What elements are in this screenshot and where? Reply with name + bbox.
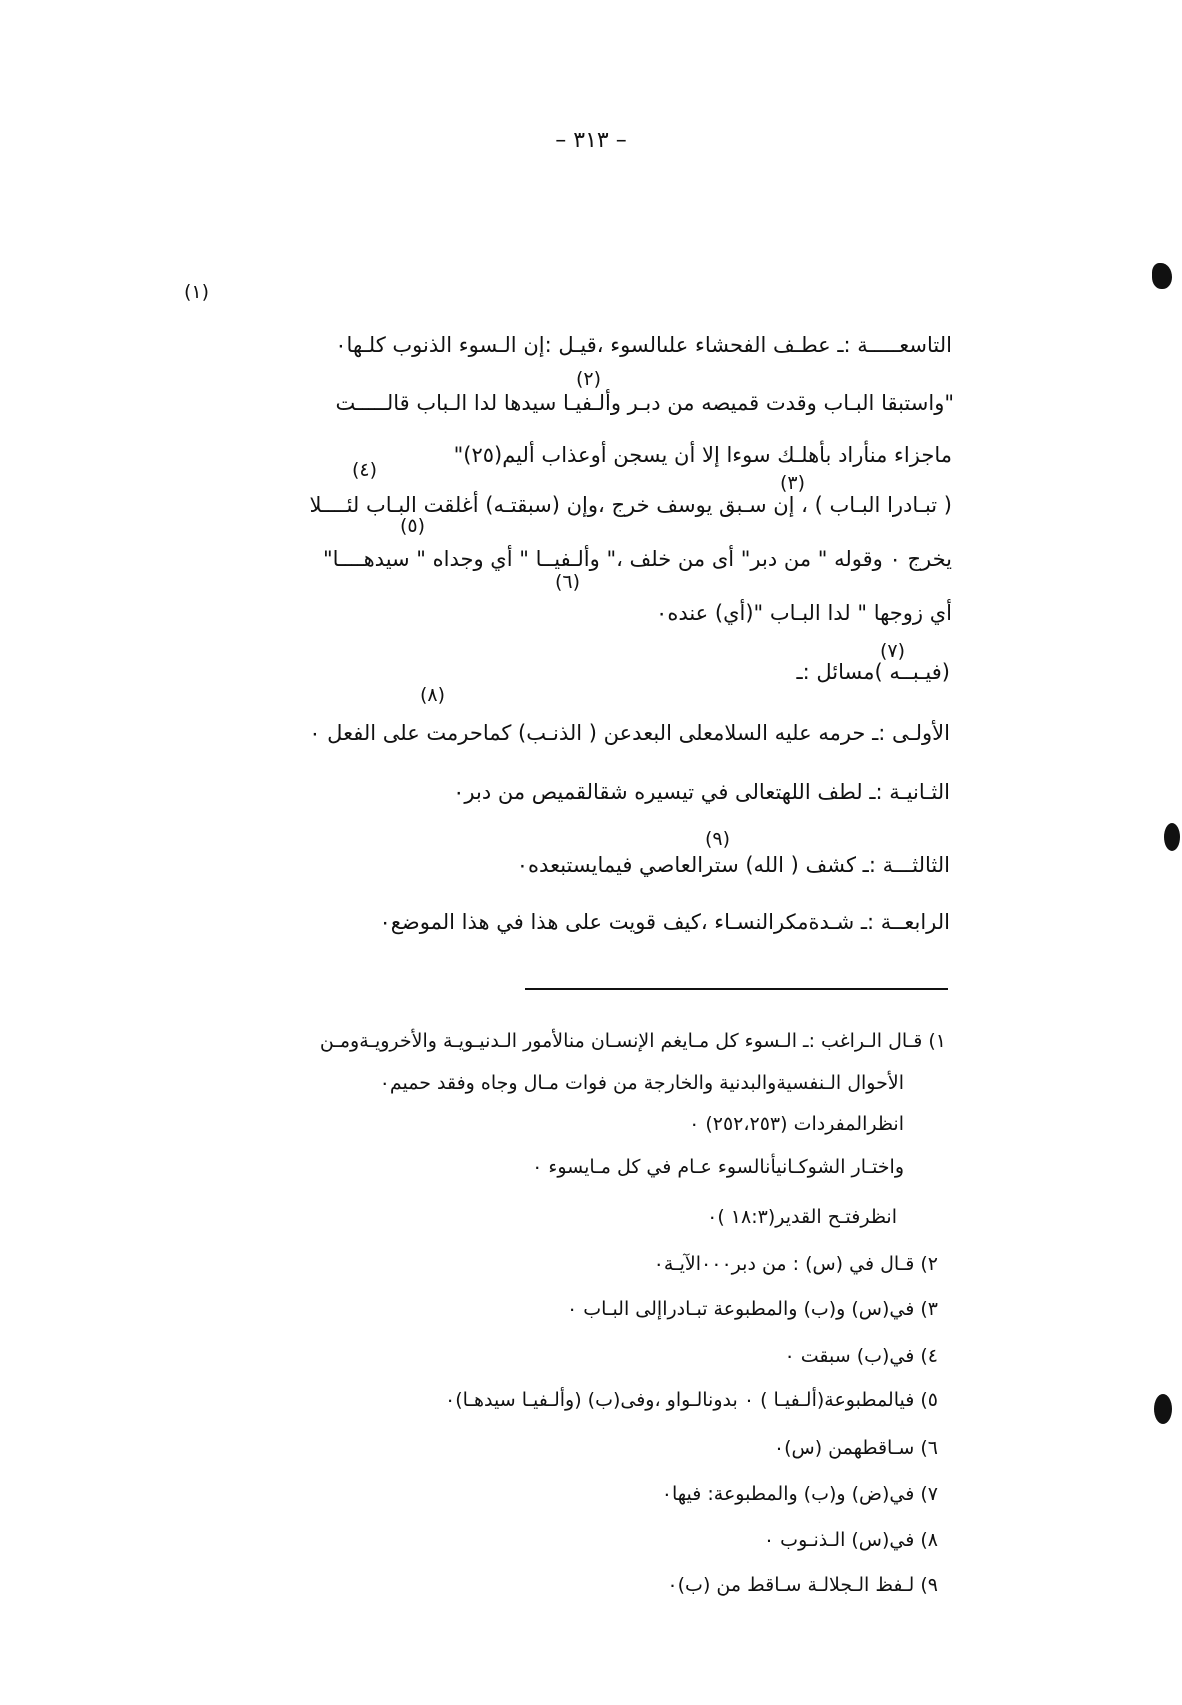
footnote-marker-8: (٨) [420,684,446,706]
footnote-5: ٥) فيالمطبوعة(ألـفيـا ) ٠ بدونالـواو ،وفى(ب) (وألـفيـا سيدهـا)٠ [445,1389,938,1411]
footnote-marker-6: (٦) [555,571,581,593]
footnote-marker-9: (٩) [705,828,731,850]
scan-blot [1152,263,1172,289]
body-line-4: ( تبـادرا البـاب ) ، إن سـبق يوسف خرج ،وإن (سبقتـه) أغلقت البـاب لئــــلا [309,493,952,517]
footnote-marker-7: (٧) [880,640,906,662]
footnote-9: ٩) لـفظ الـجلالـة سـاقط من (ب)٠ [667,1574,938,1596]
footnote-1-cont-4: انظرفتـح القدير(١٨:٣ )٠ [707,1206,897,1228]
footnote-8: ٨) في(س) الـذنـوب ٠ [763,1529,938,1551]
footnote-7: ٧) في(ض) و(ب) والمطبوعة: فيها٠ [661,1483,938,1505]
body-line-6: أي زوجها " لدا البـاب "(أي) عنده٠ [656,601,952,625]
body-line-3: ماجزاء منأراد بأهلـك سوءا إلا أن يسجن أوعذاب أليم(٢٥)" [453,443,952,467]
body-line-11: الرابعــة :ـ شـدةمكرالنسـاء ،كيف قويت على هذا في هذا الموضع٠ [379,910,950,934]
footnote-marker-1: (١) [184,281,210,303]
footnote-4: ٤) في(ب) سبقت ٠ [784,1345,938,1367]
body-line-7: (فيـبــه )مسائل :ـ [796,660,950,684]
scan-blot [1154,1394,1172,1424]
footnote-1-cont-1: الأحوال الـنفسيةوالبدنية والخارجة من فوات مـال وجاه وفقد حميم٠ [379,1072,904,1094]
footnote-divider [525,988,948,990]
footnote-1: ١) قـال الـراغب :ـ الـسوء كل مـايغم الإنسـان منالأمور الـدنيـويـة والأخرويـةومـن [319,1030,946,1052]
body-line-5: يخرج ٠ وقوله " من دبر" أى من خلف ،" وألـفيــا " أي وجداه " سيدهــــا" [322,547,952,571]
page-number: – ٣١٣ – [555,128,627,153]
body-line-1: التاسعـــــة :ـ عطـف الفحشاء علىالسوء ،قيـل :إن الـسوء الذنوب كلـها٠ [335,333,952,357]
footnote-1-cont-2: انظرالمفردات (٢٥٢،٢٥٣) ٠ [689,1113,904,1135]
footnote-6: ٦) سـاقطهمن (س)٠ [773,1437,938,1459]
body-line-8: الأولـى :ـ حرمه عليه السلامعلى البعدعن ( الذنـب) كماحرمت على الفعل ٠ [309,721,950,745]
body-line-9: الثـانيـة :ـ لطف اللهتعالى في تيسيره شقالقميص من دبر٠ [453,780,950,804]
body-line-2: "واستبقا البـاب وقدت قميصه من دبـر وألـفيـا سيدها لدا الـباب قالـــــت [335,391,954,415]
footnote-1-cont-3: واختـار الشوكـانيأنالسوء عـام في كل مـايسوء ٠ [532,1156,904,1178]
body-line-10: الثالثـــة :ـ كشف ( الله) سترالعاصي فيمايستبعده٠ [516,853,950,877]
footnote-marker-2: (٢) [576,368,602,390]
footnote-3: ٣) في(س) و(ب) والمطبوعة تبـادراإلى البـاب ٠ [566,1298,938,1320]
scan-blot [1164,823,1180,851]
footnote-marker-5: (٥) [400,515,426,537]
footnote-marker-3: (٣) [780,472,806,494]
footnote-2: ٢) قـال في (س) : من دبر٠٠٠الآيـة٠ [653,1253,938,1275]
footnote-marker-4: (٤) [352,459,378,481]
